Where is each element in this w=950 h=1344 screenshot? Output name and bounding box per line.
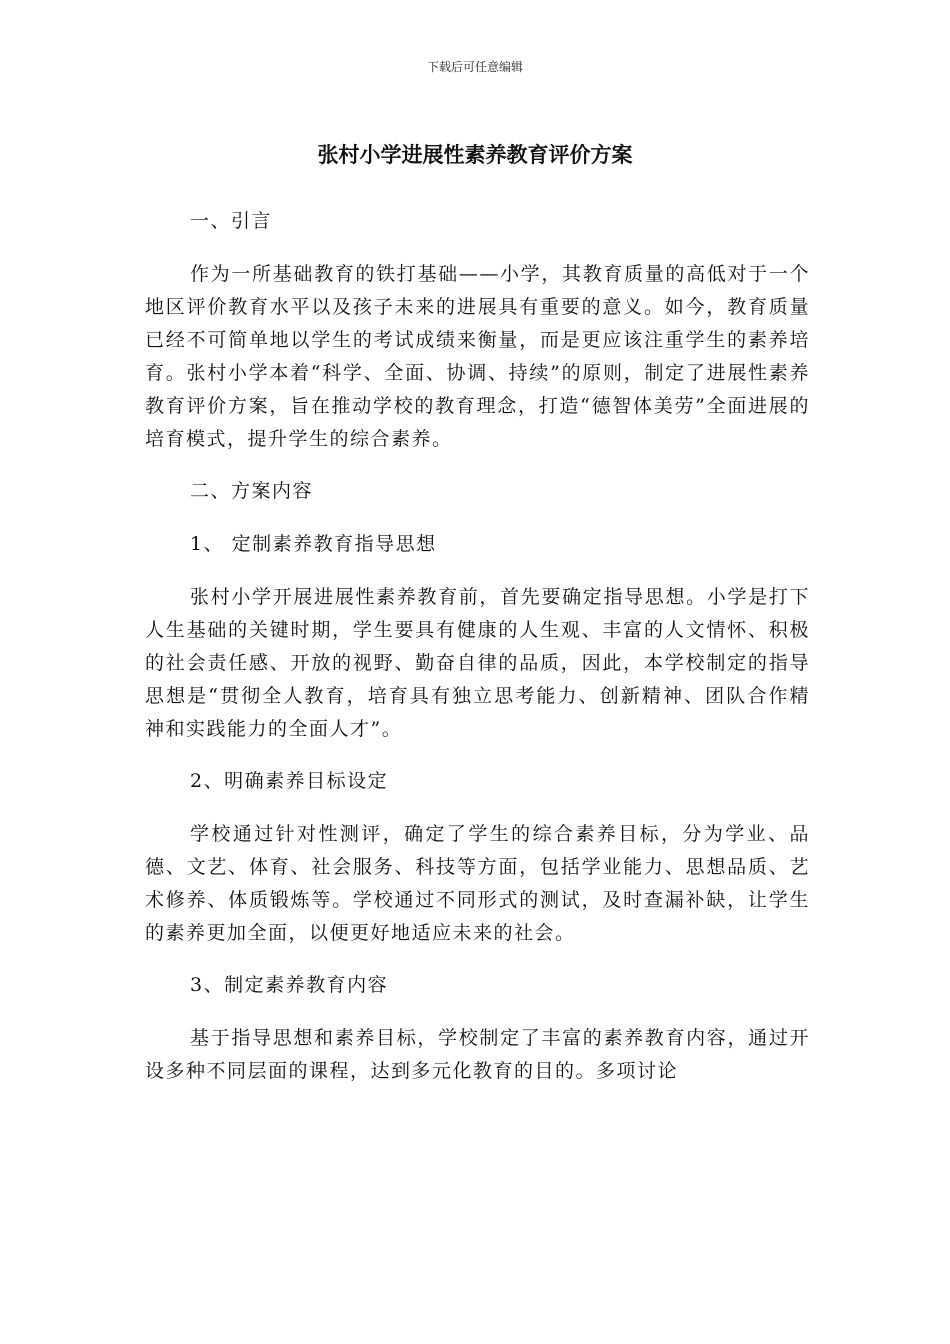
section-heading-intro: 一、引言 bbox=[190, 210, 273, 232]
paragraph-guiding-thought: 张村小学开展进展性素养教育前，首先要确定指导思想。小学是打下人生基础的关键时期，学生要具有健康的人生观、丰富的人文情怀、积极的社会责任感、开放的视野、勤奋自律的品质，因此，本学校制定的指导思想是“贯彻全人教育，培育具有独立思考能力、创新精神、团队合作精神和实践能力的全面人才”。 bbox=[145, 586, 810, 740]
subsection-heading-3: 3、制定素养教育内容 bbox=[190, 974, 389, 996]
subsection-heading-1: 1、 定制素养教育指导思想 bbox=[190, 533, 437, 555]
header-note: 下载后可任意编辑 bbox=[426, 60, 523, 74]
paragraph-literacy-goals: 学校通过针对性测评，确定了学生的综合素养目标，分为学业、品德、文艺、体育、社会服务、科技等方面，包括学业能力、思想品质、艺术修养、体质锻炼等。学校通过不同形式的测试，及时查漏补缺，让学生的素养更加全面，以便更好地适应未来的社会。 bbox=[145, 823, 810, 944]
document-title: 张村小学进展性素养教育评价方案 bbox=[317, 143, 633, 167]
paragraph-intro: 作为一所基础教育的铁打基础——小学，其教育质量的高低对于一个地区评价教育水平以及孩子未来的进展具有重要的意义。如今，教育质量已经不可简单地以学生的考试成绩来衡量，而是更应该注重学生的素养培育。张村小学本着“科学、全面、协调、持续”的原则，制定了进展性素养教育评价方案，旨在推动学校的教育理念，打造“德智体美劳”全面进展的培育模式，提升学生的综合素养。 bbox=[145, 263, 810, 450]
paragraph-education-content: 基于指导思想和素养目标，学校制定了丰富的素养教育内容，通过开设多种不同层面的课程，达到多元化教育的目的。多项讨论 bbox=[145, 1027, 810, 1082]
section-heading-content: 二、方案内容 bbox=[190, 480, 314, 502]
subsection-heading-2: 2、明确素养目标设定 bbox=[190, 770, 389, 792]
document-body bbox=[145, 205, 810, 1107]
